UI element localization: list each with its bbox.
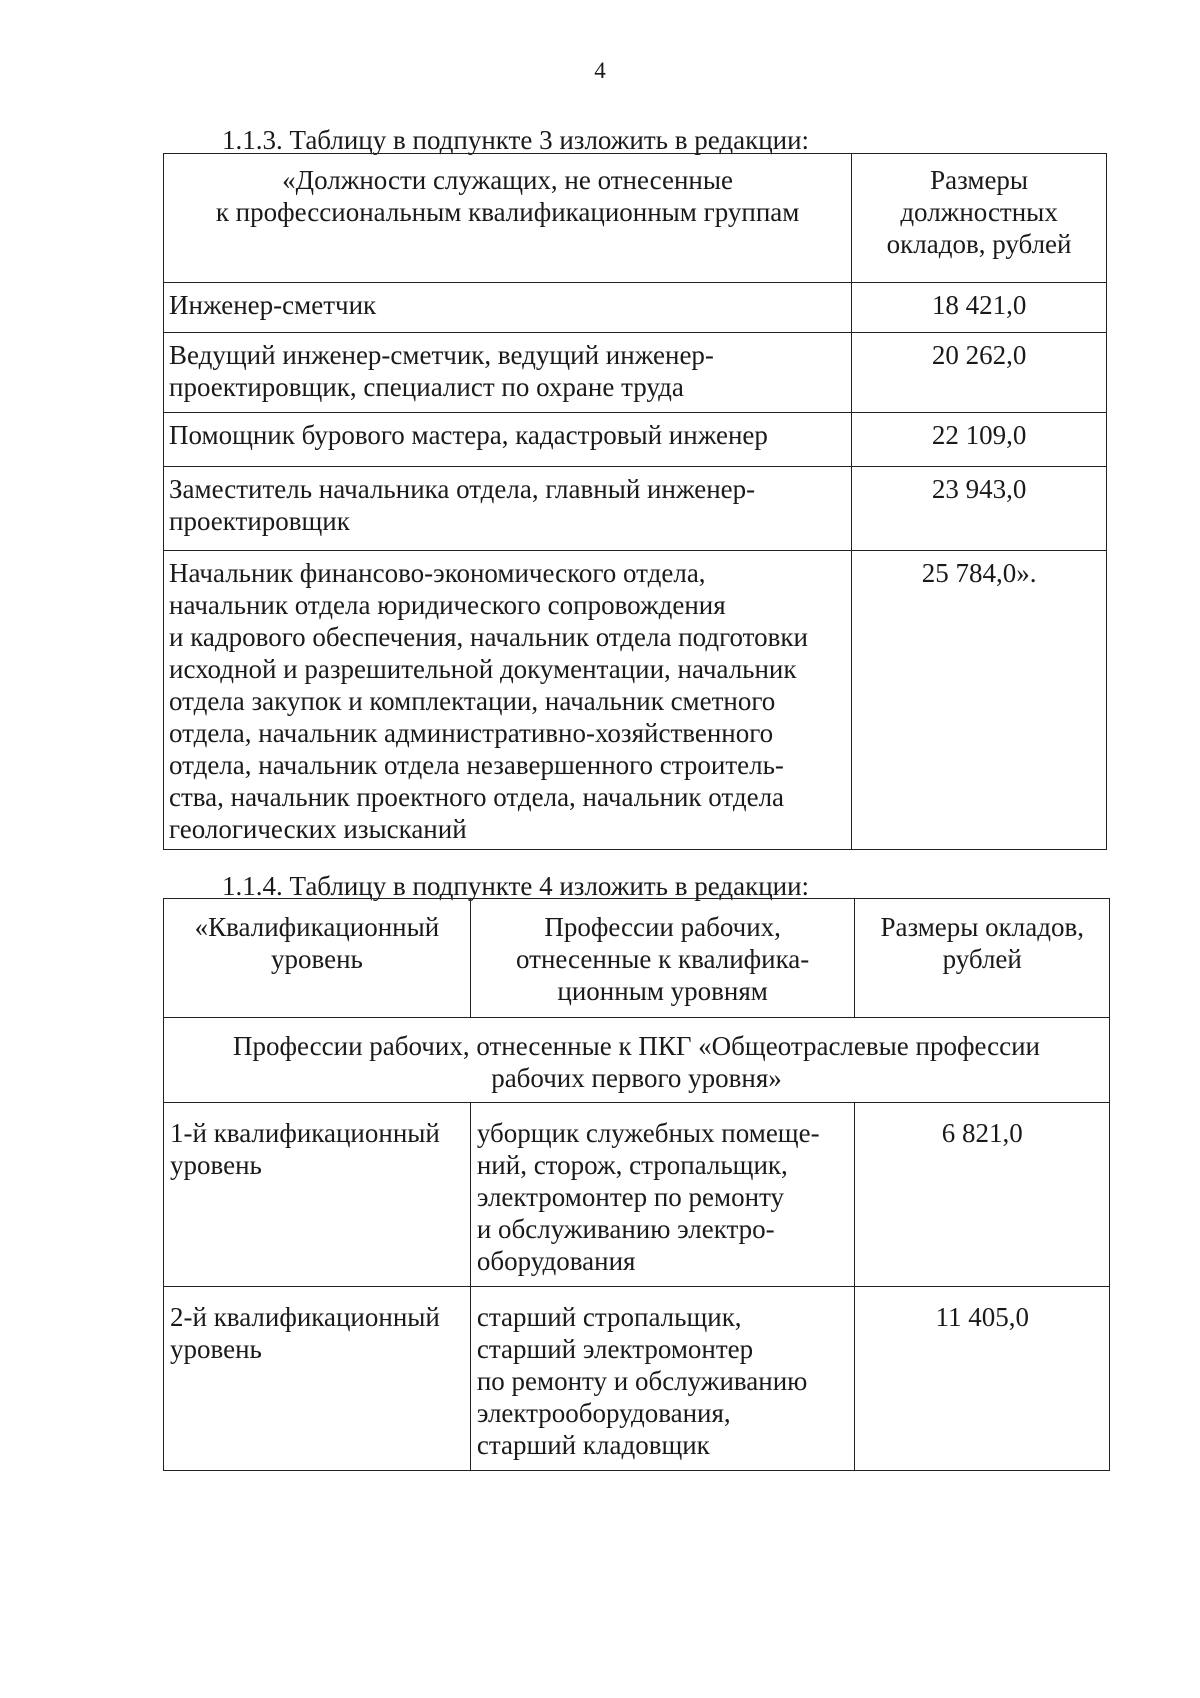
table-header-row — [164, 154, 1107, 283]
level-cell — [164, 1103, 471, 1287]
group-row — [164, 1018, 1110, 1103]
salary-cell: 6 821,0 — [855, 1103, 1110, 1287]
table-row — [164, 413, 1107, 467]
professional-group-title — [164, 1018, 1110, 1103]
header-text-line: Размеры окладов, — [880, 912, 1084, 942]
position-text-line: проектировщик — [169, 506, 350, 536]
position-text-line: Заместитель начальника отдела, главный инженер- — [169, 474, 756, 504]
header-text-line: к профессиональным квалификационным группам — [215, 197, 800, 227]
salary-cell: 11 405,0 — [855, 1287, 1110, 1471]
level-text-line: 1-й квалификационный — [170, 1118, 440, 1148]
page-number: 4 — [594, 58, 606, 83]
salary-cell: 20 262,0 — [852, 333, 1107, 413]
position-text-line: исходной и разрешительной документации, начальник — [169, 654, 797, 684]
position-text-line: и кадрового обеспечения, начальник отдела подготовки — [169, 622, 808, 652]
table-row — [164, 551, 1107, 850]
position-text-line: Ведущий инженер-сметчик, ведущий инженер- — [169, 340, 714, 370]
table-row — [164, 1287, 1110, 1471]
position-cell — [164, 413, 852, 467]
position-text-line: геологических изысканий — [169, 814, 467, 844]
section-heading-1-1-3: 1.1.3. Таблицу в подпункте 3 изложить в редакции: — [222, 125, 810, 155]
position-cell — [164, 551, 852, 850]
profession-text-line: старший кладовщик — [476, 1430, 710, 1460]
section-heading-1-1-4: 1.1.4. Таблицу в подпункте 4 изложить в редакции: — [222, 871, 810, 901]
header-text-line: «Квалификационный — [194, 912, 440, 942]
profession-text-line: уборщик служебных помеще- — [476, 1118, 820, 1148]
position-cell — [164, 283, 852, 333]
header-positions — [164, 154, 852, 283]
table-row — [164, 467, 1107, 551]
position-text-line: начальник отдела юридического сопровождения — [169, 590, 726, 620]
table-row — [164, 1103, 1110, 1287]
salary-cell: 18 421,0 — [852, 283, 1107, 333]
position-text-line: отдела закупок и комплектации, начальник сметного — [169, 686, 776, 716]
position-text-line: Помощник бурового мастера, кадастровый инженер — [169, 420, 768, 450]
salary-cell: 25 784,0». — [852, 551, 1107, 850]
position-cell — [164, 467, 852, 551]
header-text-line: отнесенные к квалифика- — [516, 944, 810, 974]
level-text-line: 2-й квалификационный — [170, 1302, 440, 1332]
salary-cell: 22 109,0 — [852, 413, 1107, 467]
professions-cell — [470, 1103, 855, 1287]
positions-salary-table — [163, 153, 1107, 850]
position-text-line: Инженер-сметчик — [169, 290, 377, 320]
position-text-line: ства, начальник проектного отдела, начальник отдела — [169, 782, 785, 812]
header-text-line: «Должности служащих, не отнесенные — [282, 165, 733, 195]
level-text-line: уровень — [170, 1334, 262, 1364]
header-salary — [852, 154, 1107, 283]
header-text-line: ционным уровням — [557, 976, 768, 1006]
worker-professions-table — [163, 898, 1110, 1471]
position-cell — [164, 333, 852, 413]
header-qualification-level — [164, 899, 471, 1018]
header-text-line: уровень — [271, 944, 363, 974]
level-cell — [164, 1287, 471, 1471]
profession-text-line: оборудования — [476, 1246, 636, 1276]
professions-cell — [470, 1287, 855, 1471]
profession-text-line: по ремонту и обслуживанию — [476, 1366, 808, 1396]
header-text-line: рублей — [942, 944, 1022, 974]
header-salary — [855, 899, 1110, 1018]
table-row — [164, 283, 1107, 333]
profession-text-line: электромонтер по ремонту — [476, 1182, 785, 1212]
header-text-line: должностных — [900, 197, 1058, 227]
group-text-line: Профессии рабочих, отнесенные к ПКГ «Общеотраслевые профессии — [233, 1031, 1040, 1061]
header-professions — [470, 899, 855, 1018]
header-text-line: Размеры — [930, 165, 1029, 195]
position-text-line: проектировщик, специалист по охране труда — [169, 372, 684, 402]
profession-text-line: старший стропальщик, — [476, 1302, 742, 1332]
table-header-row — [164, 899, 1110, 1018]
profession-text-line: старший электромонтер — [476, 1334, 754, 1364]
table-row — [164, 333, 1107, 413]
position-text-line: отдела, начальник отдела незавершенного строитель- — [169, 750, 784, 780]
group-text-line: рабочих первого уровня» — [491, 1063, 782, 1093]
position-text-line: Начальник финансово-экономического отдела, — [169, 558, 706, 588]
header-text-line: окладов, рублей — [886, 229, 1072, 259]
salary-cell: 23 943,0 — [852, 467, 1107, 551]
level-text-line: уровень — [170, 1150, 262, 1180]
profession-text-line: электрооборудования, — [476, 1398, 731, 1428]
position-text-line: отдела, начальник административно-хозяйственного — [169, 718, 774, 748]
profession-text-line: и обслуживанию электро- — [476, 1214, 775, 1244]
profession-text-line: ний, сторож, стропальщик, — [476, 1150, 788, 1180]
header-text-line: Профессии рабочих, — [544, 912, 781, 942]
